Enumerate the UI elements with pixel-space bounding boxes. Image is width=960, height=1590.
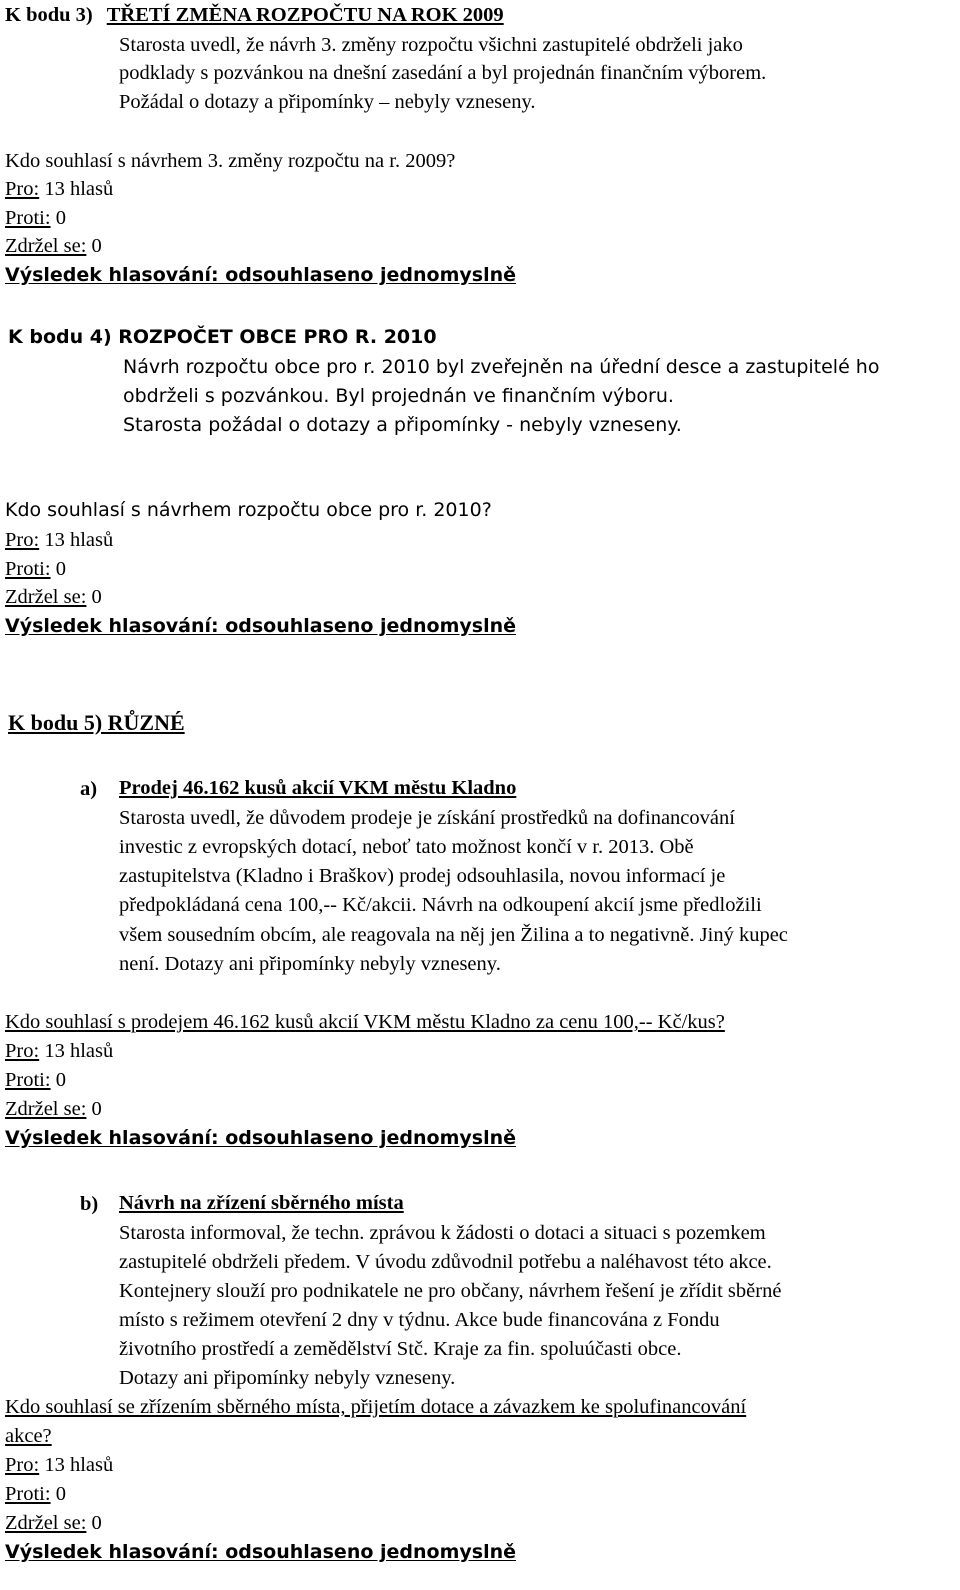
item5b-body-line: životního prostředí a zemědělství Stč. Kraje za fin. spoluúčasti obce.: [119, 1338, 682, 1360]
item5b-title: Návrh na zřízení sběrného místa: [119, 1192, 404, 1214]
vote-zdrzel-label: Zdržel se:: [5, 235, 87, 257]
vote-proti-value: 0: [50, 1069, 66, 1091]
item5-heading: K bodu 5) RŮZNÉ: [8, 710, 185, 735]
item3-body-line: podklady s pozvánkou na dnešní zasedání a byl projednán finančním výborem.: [119, 62, 767, 84]
item3-question: Kdo souhlasí s návrhem 3. změny rozpočtu na r. 2009?: [5, 150, 456, 172]
item3-vote-result: Výsledek hlasování: odsouhlaseno jednomyslně: [5, 264, 517, 286]
vote-proti-value: 0: [50, 558, 66, 580]
item3-heading-title: TŘETÍ ZMĚNA ROZPOČTU NA ROK 2009: [106, 4, 504, 26]
item5a-question: Kdo souhlasí s prodejem 46.162 kusů akcií VKM městu Kladno za cenu 100,-- Kč/kus?: [5, 1011, 725, 1033]
item4-body-line: Návrh rozpočtu obce pro r. 2010 byl zveřejněn na úřední desce a zastupitelé ho: [123, 356, 880, 378]
vote-pro-label: Pro:: [5, 1454, 40, 1476]
item5a-body-line: zastupitelstva (Kladno i Braškov) prodej odsouhlasila, novou informací je: [119, 865, 726, 887]
item4-body-line: obdrželi s pozvánkou. Byl projednán ve finančním výboru.: [123, 385, 674, 407]
item5b-marker: b): [80, 1193, 99, 1215]
vote-pro-value: 13 hlasů: [39, 1040, 114, 1062]
item5a-body-line: předpokládaná cena 100,-- Kč/akcii. Návrh na odkoupení akcií jsme předložili: [119, 894, 762, 916]
item5a-vote-proti: [5, 1070, 66, 1091]
item5b-body-line: Starosta informoval, že techn. zprávou k žádosti o dotaci a situaci s pozemkem: [119, 1222, 766, 1244]
item5a-marker: a): [80, 778, 98, 800]
item3-heading: [5, 5, 504, 26]
vote-zdrzel-label: Zdržel se:: [5, 1512, 87, 1534]
vote-zdrzel-value: 0: [86, 1098, 102, 1120]
item5b-body-line: Kontejnery slouží pro podnikatele ne pro občany, návrhem řešení je zřídit sběrné: [119, 1280, 782, 1302]
vote-pro-label: Pro:: [5, 178, 40, 200]
item4-vote-proti: [5, 559, 66, 580]
item3-vote-proti: [5, 208, 66, 229]
vote-zdrzel-value: 0: [86, 586, 102, 608]
item5b-vote-pro: [5, 1455, 113, 1476]
item4-body-line: Starosta požádal o dotazy a připomínky - nebyly vzneseny.: [123, 414, 682, 436]
item5b-body-line: Dotazy ani připomínky nebyly vzneseny.: [119, 1367, 456, 1389]
vote-proti-value: 0: [50, 1483, 66, 1505]
vote-zdrzel-value: 0: [86, 235, 102, 257]
item5b-body-line: zastupitelé obdrželi předem. V úvodu zdůvodnil potřebu a naléhavost této akce.: [119, 1251, 772, 1273]
item4-vote-zdrzel: [5, 587, 102, 608]
vote-proti-label: Proti:: [5, 1069, 51, 1091]
vote-zdrzel-label: Zdržel se:: [5, 586, 87, 608]
item5a-vote-result: Výsledek hlasování: odsouhlaseno jednomyslně: [5, 1127, 517, 1149]
item3-body-line: Požádal o dotazy a připomínky – nebyly vzneseny.: [119, 91, 536, 113]
vote-proti-label: Proti:: [5, 558, 51, 580]
item4-heading: K bodu 4) ROZPOČET OBCE PRO R. 2010: [8, 326, 437, 348]
item5a-body-line: všem sousedním obcím, ale reagovala na něj jen Žilina a to negativně. Jiný kupec: [119, 924, 788, 946]
vote-pro-value: 13 hlasů: [39, 178, 114, 200]
item5a-body-line: Starosta uvedl, že důvodem prodeje je získání prostředků na dofinancování: [119, 807, 735, 829]
item5a-vote-pro: [5, 1041, 113, 1062]
item5b-question-line: Kdo souhlasí se zřízením sběrného místa, přijetím dotace a závazkem ke spolufinancování: [5, 1396, 747, 1418]
item3-heading-number: K bodu 3): [5, 4, 93, 26]
item3-body-line: Starosta uvedl, že návrh 3. změny rozpočtu všichni zastupitelé obdrželi jako: [119, 34, 743, 56]
item5b-vote-result: Výsledek hlasování: odsouhlaseno jednomyslně: [5, 1541, 517, 1563]
item5a-vote-zdrzel: [5, 1099, 102, 1120]
vote-proti-value: 0: [50, 207, 66, 229]
item5b-vote-zdrzel: [5, 1513, 102, 1534]
item5a-title: Prodej 46.162 kusů akcií VKM městu Kladno: [119, 777, 517, 799]
item4-question: Kdo souhlasí s návrhem rozpočtu obce pro r. 2010?: [5, 499, 492, 521]
item5b-body-line: místo s režimem otevření 2 dny v týdnu. Akce bude financována z Fondu: [119, 1309, 720, 1331]
item3-vote-pro: [5, 179, 113, 200]
item5a-body-line: investic z evropských dotací, neboť tato možnost končí v r. 2013. Obě: [119, 836, 694, 858]
item3-vote-zdrzel: [5, 236, 102, 257]
item4-vote-pro: [5, 530, 113, 551]
vote-zdrzel-label: Zdržel se:: [5, 1098, 87, 1120]
item5b-question-line: akce?: [5, 1425, 52, 1447]
item4-vote-result: Výsledek hlasování: odsouhlaseno jednomyslně: [5, 615, 517, 637]
vote-proti-label: Proti:: [5, 207, 51, 229]
vote-zdrzel-value: 0: [86, 1512, 102, 1534]
item5b-vote-proti: [5, 1484, 66, 1505]
item5a-body-line: není. Dotazy ani připomínky nebyly vzneseny.: [119, 953, 501, 975]
vote-pro-label: Pro:: [5, 1040, 40, 1062]
vote-pro-value: 13 hlasů: [39, 529, 114, 551]
vote-proti-label: Proti:: [5, 1483, 51, 1505]
vote-pro-value: 13 hlasů: [39, 1454, 114, 1476]
vote-pro-label: Pro:: [5, 529, 40, 551]
